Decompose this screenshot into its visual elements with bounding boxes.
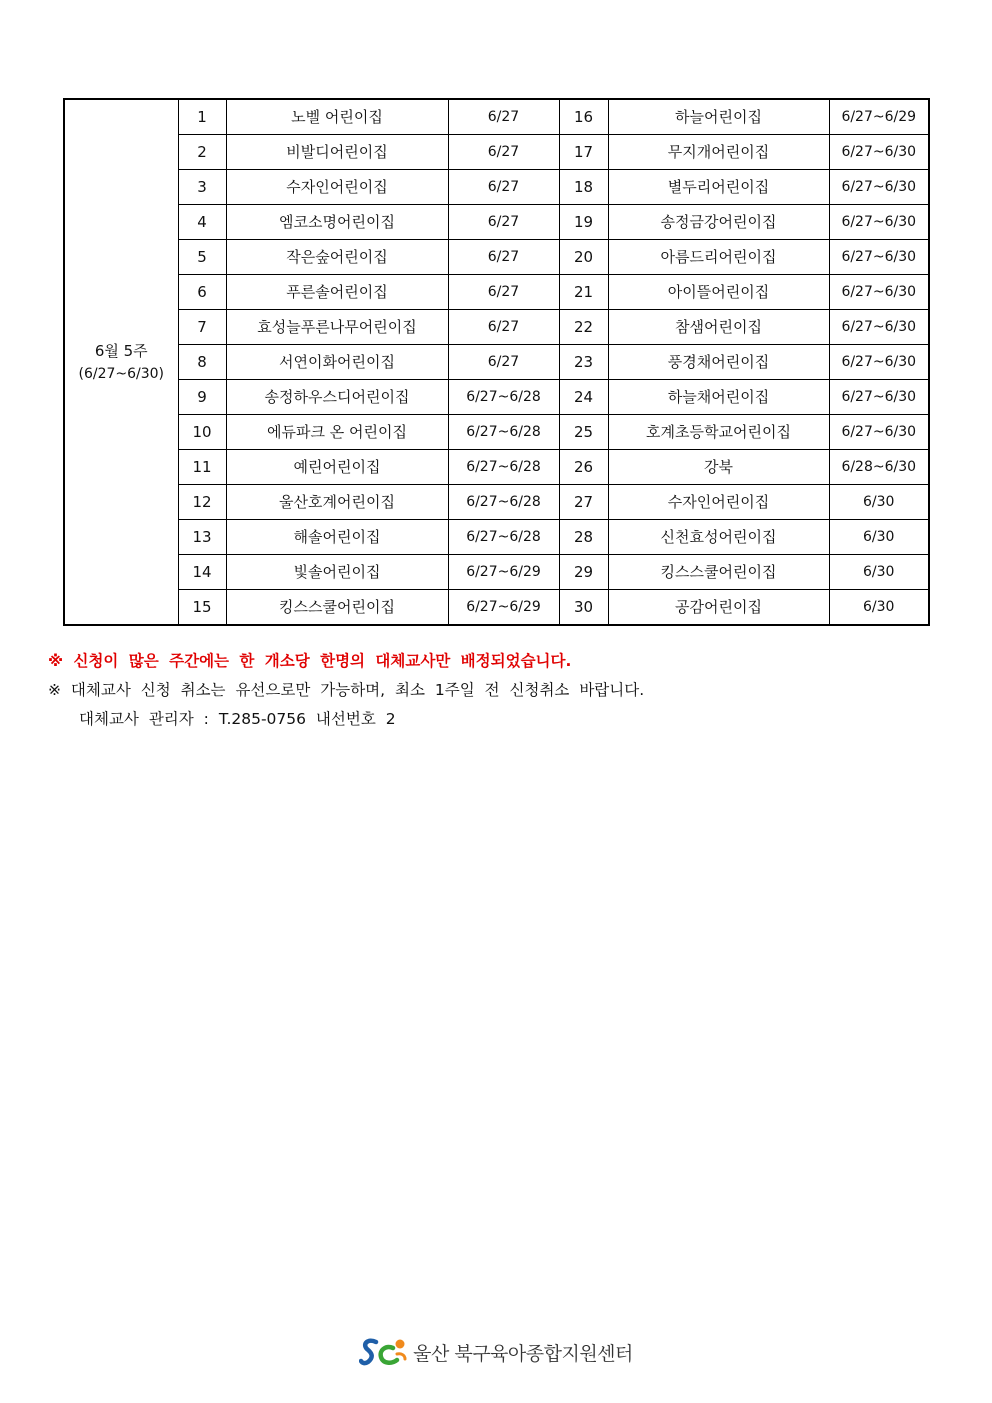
entry-number: 20 [559, 240, 608, 275]
table-row [64, 310, 929, 345]
table-row [64, 485, 929, 520]
entry-number: 5 [178, 240, 226, 275]
entry-number: 9 [178, 380, 226, 415]
table-row [64, 99, 929, 135]
entry-date: 6/27 [448, 135, 559, 170]
schedule-table [63, 98, 930, 626]
entry-date: 6/28~6/30 [829, 450, 929, 485]
entry-date: 6/27~6/30 [829, 275, 929, 310]
entry-date: 6/27~6/30 [829, 345, 929, 380]
entry-date: 6/27~6/30 [829, 170, 929, 205]
entry-number: 25 [559, 415, 608, 450]
center-name: 하늘어린이집 [608, 99, 829, 135]
entry-number: 27 [559, 485, 608, 520]
entry-number: 28 [559, 520, 608, 555]
entry-date: 6/27~6/28 [448, 380, 559, 415]
center-name: 풍경채어린이집 [608, 345, 829, 380]
entry-date: 6/30 [829, 555, 929, 590]
center-name: 서연이화어린이집 [226, 345, 448, 380]
entry-date: 6/27 [448, 205, 559, 240]
entry-date: 6/27~6/29 [448, 590, 559, 626]
entry-number: 10 [178, 415, 226, 450]
center-name: 신천효성어린이집 [608, 520, 829, 555]
center-name: 별두리어린이집 [608, 170, 829, 205]
entry-number: 17 [559, 135, 608, 170]
entry-date: 6/27~6/30 [829, 240, 929, 275]
footer-org-name: 울산 북구육아종합지원센터 [413, 1342, 633, 1365]
center-name: 예린어린이집 [226, 450, 448, 485]
center-name: 해솔어린이집 [226, 520, 448, 555]
notice-red: ※ 신청이 많은 주간에는 한 개소당 한명의 대체교사만 배정되었습니다. [48, 652, 572, 670]
center-logo-icon [359, 1335, 409, 1369]
entry-number: 16 [559, 99, 608, 135]
entry-date: 6/27~6/28 [448, 485, 559, 520]
center-name: 강북 [608, 450, 829, 485]
table-row [64, 380, 929, 415]
center-name: 송정하우스디어린이집 [226, 380, 448, 415]
entry-date: 6/27~6/30 [829, 310, 929, 345]
entry-number: 29 [559, 555, 608, 590]
notice-manager: 대체교사 관리자 : T.285-0756 내선번호 2 [79, 710, 396, 728]
notice-cancel: ※ 대체교사 신청 취소는 유선으로만 가능하며, 최소 1주일 전 신청취소 바랍니다. [48, 681, 645, 699]
entry-date: 6/27 [448, 99, 559, 135]
footer-logo [359, 1335, 633, 1369]
entry-date: 6/27~6/28 [448, 450, 559, 485]
entry-number: 30 [559, 590, 608, 626]
table-row [64, 345, 929, 380]
entry-number: 22 [559, 310, 608, 345]
entry-date: 6/30 [829, 590, 929, 626]
table-row [64, 555, 929, 590]
entry-date: 6/27~6/30 [829, 205, 929, 240]
center-name: 송정금강어린이집 [608, 205, 829, 240]
table-row [64, 275, 929, 310]
schedule-body [64, 99, 929, 625]
entry-number: 15 [178, 590, 226, 626]
entry-date: 6/27 [448, 170, 559, 205]
week-cell [64, 99, 178, 625]
entry-number: 4 [178, 205, 226, 240]
center-name: 푸른솔어린이집 [226, 275, 448, 310]
center-name: 울산호계어린이집 [226, 485, 448, 520]
entry-date: 6/30 [829, 485, 929, 520]
entry-number: 21 [559, 275, 608, 310]
notes [48, 647, 948, 734]
center-name: 수자인어린이집 [226, 170, 448, 205]
table-row [64, 590, 929, 626]
entry-date: 6/27~6/30 [829, 135, 929, 170]
center-name: 효성늘푸른나무어린이집 [226, 310, 448, 345]
entry-number: 18 [559, 170, 608, 205]
entry-number: 3 [178, 170, 226, 205]
week-range: (6/27~6/30) [78, 365, 165, 382]
entry-date: 6/27~6/28 [448, 520, 559, 555]
entry-date: 6/30 [829, 520, 929, 555]
entry-number: 8 [178, 345, 226, 380]
entry-number: 19 [559, 205, 608, 240]
entry-date: 6/27 [448, 240, 559, 275]
center-name: 에듀파크 온 어린이집 [226, 415, 448, 450]
entry-number: 6 [178, 275, 226, 310]
entry-number: 23 [559, 345, 608, 380]
entry-date: 6/27~6/28 [448, 415, 559, 450]
entry-number: 24 [559, 380, 608, 415]
center-name: 작은숲어린이집 [226, 240, 448, 275]
center-name: 비발디어린이집 [226, 135, 448, 170]
entry-date: 6/27~6/29 [448, 555, 559, 590]
entry-date: 6/27 [448, 345, 559, 380]
center-name: 킹스스쿨어린이집 [226, 590, 448, 626]
center-name: 수자인어린이집 [608, 485, 829, 520]
center-name: 공감어린이집 [608, 590, 829, 626]
center-name: 하늘채어린이집 [608, 380, 829, 415]
table-row [64, 205, 929, 240]
table-row [64, 415, 929, 450]
center-name: 노벨 어린이집 [226, 99, 448, 135]
center-name: 엠코소명어린이집 [226, 205, 448, 240]
entry-number: 2 [178, 135, 226, 170]
center-name: 아름드리어린이집 [608, 240, 829, 275]
entry-date: 6/27~6/29 [829, 99, 929, 135]
entry-number: 26 [559, 450, 608, 485]
table-row [64, 450, 929, 485]
table-row [64, 135, 929, 170]
entry-date: 6/27~6/30 [829, 415, 929, 450]
table-row [64, 240, 929, 275]
entry-date: 6/27~6/30 [829, 380, 929, 415]
table-row [64, 520, 929, 555]
center-name: 호계초등학교어린이집 [608, 415, 829, 450]
entry-date: 6/27 [448, 275, 559, 310]
center-name: 빛솔어린이집 [226, 555, 448, 590]
footer [0, 1334, 992, 1370]
entry-number: 7 [178, 310, 226, 345]
entry-number: 1 [178, 99, 226, 135]
entry-number: 12 [178, 485, 226, 520]
center-name: 킹스스쿨어린이집 [608, 555, 829, 590]
entry-date: 6/27 [448, 310, 559, 345]
week-label: 6월 5주 [94, 341, 148, 360]
entry-number: 11 [178, 450, 226, 485]
center-name: 참샘어린이집 [608, 310, 829, 345]
table-row [64, 170, 929, 205]
center-name: 아이뜰어린이집 [608, 275, 829, 310]
entry-number: 14 [178, 555, 226, 590]
center-name: 무지개어린이집 [608, 135, 829, 170]
entry-number: 13 [178, 520, 226, 555]
